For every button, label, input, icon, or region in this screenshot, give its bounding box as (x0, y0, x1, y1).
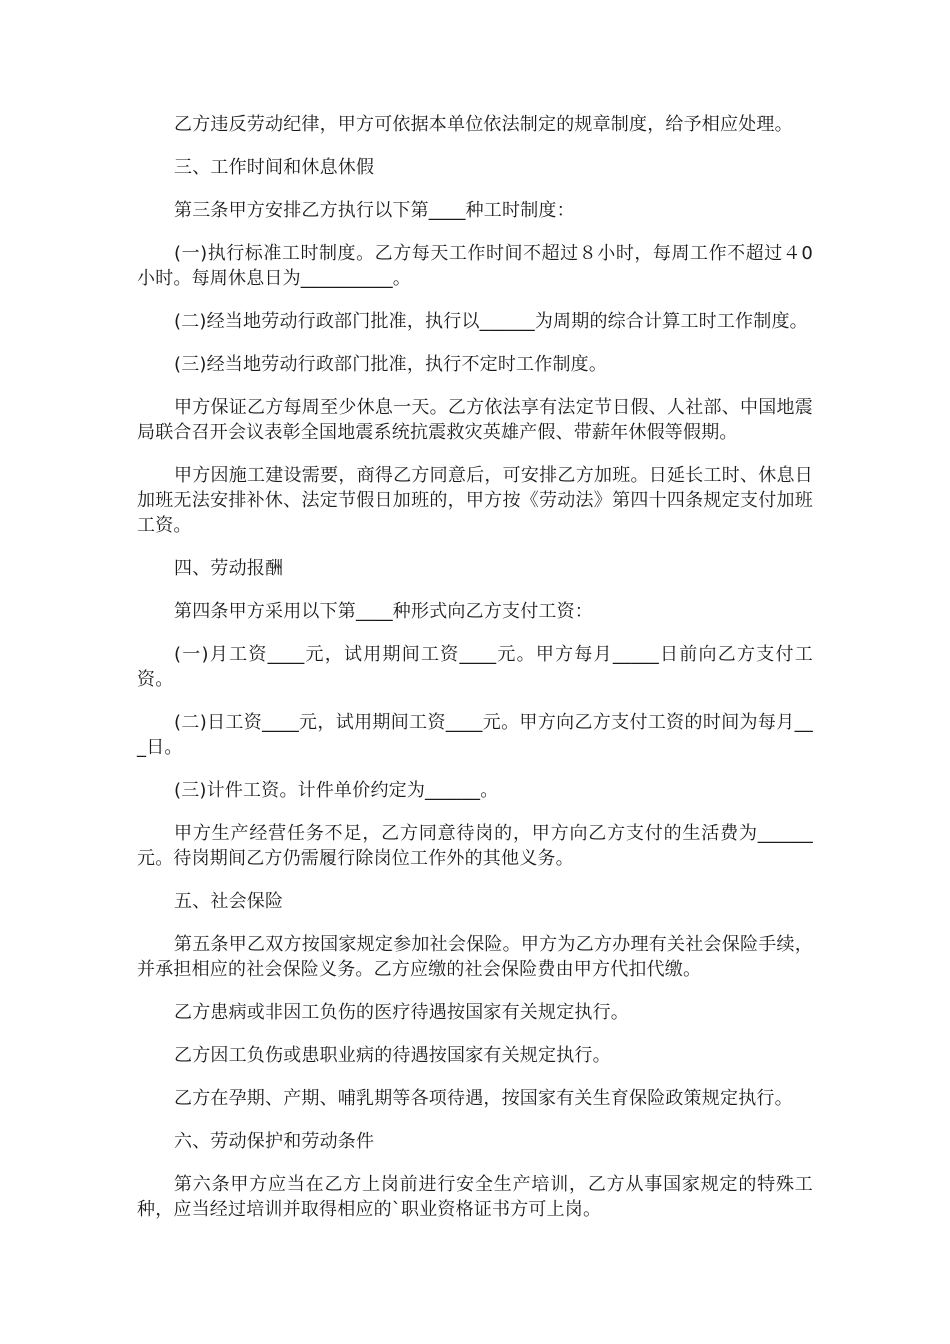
paragraph: 第三条甲方安排乙方执行以下第____种工时制度： (174, 200, 575, 221)
paragraph: 第五条甲乙双方按国家规定参加社会保险。甲方为乙方办理有关社会保险手续，并承担相应的社会保险义务。乙方应缴的社会保险费由甲方代扣代缴。 (137, 934, 813, 980)
paragraph: (三)计件工资。计件单价约定为______。 (174, 780, 499, 801)
paragraph: 第四条甲方采用以下第____种形式向乙方支付工资： (174, 601, 593, 622)
section-heading: 五、社会保险 (174, 891, 284, 912)
paragraph: 甲方保证乙方每周至少休息一天。乙方依法享有法定节日假、人社部、中国地震局联合召开会议表彰全国地震系统抗震救灾英雄产假、带薪年休假等假期。 (137, 397, 813, 443)
section-heading: 六、劳动保护和劳动条件 (174, 1131, 375, 1152)
paragraph: (一)月工资____元，试用期间工资____元。甲方每月_____日前向乙方支付工资。 (137, 644, 813, 690)
paragraph: 乙方因工负伤或患职业病的待遇按国家有关规定执行。 (174, 1045, 611, 1066)
paragraph: 第六条甲方应当在乙方上岗前进行安全生产培训，乙方从事国家规定的特殊工种，应当经过培训并取得相应的`职业资格证书方可上岗。 (137, 1174, 813, 1220)
paragraph: (二)经当地劳动行政部门批准，执行以______为周期的综合计算工时工作制度。 (174, 311, 808, 332)
paragraph: 乙方在孕期、产期、哺乳期等各项待遇，按国家有关生育保险政策规定执行。 (174, 1088, 793, 1109)
paragraph: 乙方患病或非因工负伤的医疗待遇按国家有关规定执行。 (174, 1002, 629, 1023)
paragraph: 甲方生产经营任务不足，乙方同意待岗的，甲方向乙方支付的生活费为______元。待岗期间乙方仍需履行除岗位工作外的其他义务。 (137, 823, 813, 869)
paragraph: (三)经当地劳动行政部门批准，执行不定时工作制度。 (174, 354, 608, 375)
paragraph: (一)执行标准工时制度。乙方每天工作时间不超过８小时，每周工作不超过４0小时。每周休息日为__________。 (137, 243, 813, 289)
document-page (137, 112, 813, 1222)
section-heading: 三、工作时间和休息休假 (174, 157, 375, 178)
paragraph: 乙方违反劳动纪律，甲方可依据本单位依法制定的规章制度，给予相应处理。 (174, 114, 793, 135)
paragraph: 甲方因施工建设需要，商得乙方同意后，可安排乙方加班。日延长工时、休息日加班无法安排补休、法定节假日加班的，甲方按《劳动法》第四十四条规定支付加班工资。 (137, 465, 813, 536)
paragraph: (二)日工资____元，试用期间工资____元。甲方向乙方支付工资的时间为每月___日。 (137, 712, 813, 758)
section-heading: 四、劳动报酬 (174, 558, 284, 579)
